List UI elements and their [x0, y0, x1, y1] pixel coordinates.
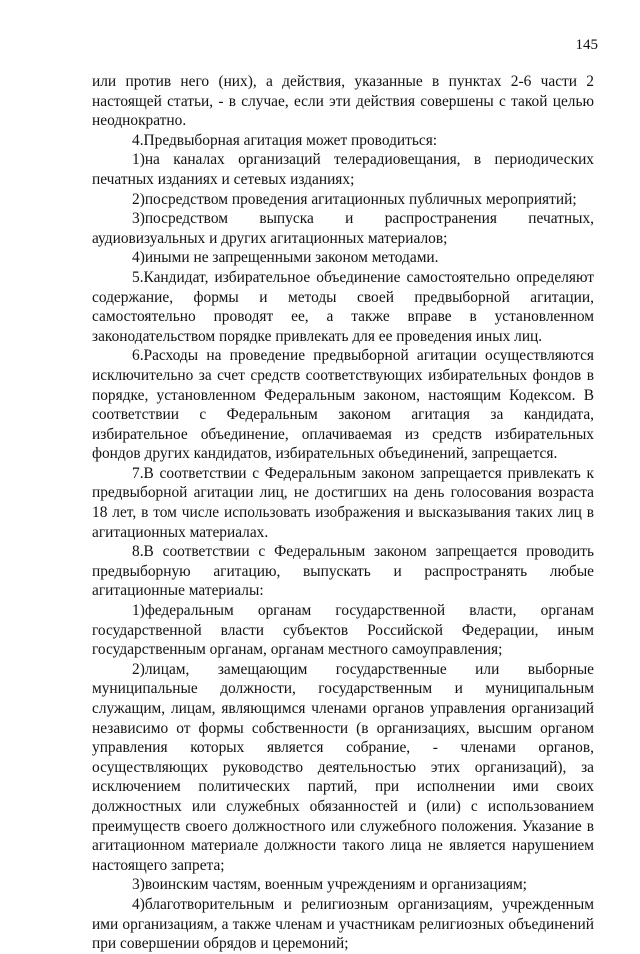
paragraph-item-5: 5.Кандидат, избирательное объединение самостоятельно определяют содержание, формы и методы своей предвыборной агитации, самостоятельно проводят ее, а также вправе в установленном законодательством порядке привлекать для ее проведения иных лиц.: [92, 268, 594, 345]
paragraph-subitem-4-2: 2)посредством проведения агитационных публичных мероприятий;: [132, 190, 577, 208]
paragraph-item-7: 7.В соответствии с Федеральным законом запрещается привлекать к предвыборной агитации лиц, не достигших на день голосования возраста 18 лет, в том числе использовать изображения и высказывания таких лиц в агитационных материалах.: [92, 464, 594, 541]
paragraph-continuation: или против него (них), а действия, указанные в пунктах 2-6 части 2 настоящей статьи, - в случае, если эти действия совершены с такой целью неоднократно.: [92, 73, 594, 130]
document-body: [92, 72, 594, 954]
paragraph-subitem-8-3: 3)воинским частям, военным учреждениям и организациям;: [132, 876, 527, 894]
paragraph-subitem-4-4: 4)иными не запрещенными законом методами.: [132, 249, 439, 267]
paragraph-subitem-8-1: 1)федеральным органам государственной власти, органам государственной власти субъектов Российской Федерации, иным государственным органам, органам местного самоуправления;: [92, 602, 594, 659]
page-number: 145: [575, 37, 598, 53]
paragraph-subitem-8-2: 2)лицам, замещающим государственные или выборные муниципальные должности, государственным и муниципальным служащим, лицам, являющимся членами органов управления организаций независимо от формы собственности (в организациях, высшим органом управления которых является собрание, - членами органов, осуществляющих руководство деятельностью этих организаций), за исключением политических партий, при исполнении ими своих должностных или служебных обязанностей и (или) с использованием преимуществ своего должностного или служебного положения. Указание в агитационном материале должности такого лица не является нарушением настоящего запрета;: [92, 660, 594, 874]
paragraph-item-6: 6.Расходы на проведение предвыборной агитации осуществляются исключительно за счет средств соответствующих избирательных фондов в порядке, установленном Федеральным законом, настоящим Кодексом. В соответствии с Федеральным законом агитация за кандидата, избирательное объединение, оплачиваемая из средств избирательных фондов других кандидатов, избирательных объединений, запрещается.: [92, 347, 594, 463]
paragraph-subitem-8-4: 4)благотворительным и религиозным организациям, учрежденным ими организациям, а также членам и участникам религиозных объединений при совершении обрядов и церемоний;: [92, 895, 594, 953]
paragraph-subitem-4-3: 3)посредством выпуска и распространения печатных, аудиовизуальных и других агитационных материалов;: [92, 210, 594, 247]
paragraph-item-4: 4.Предвыборная агитация может проводиться:: [132, 131, 438, 149]
paragraph-item-8: 8.В соответствии с Федеральным законом запрещается проводить предвыборную агитацию, выпускать и распространять любые агитационные материалы:: [92, 543, 594, 600]
paragraph-subitem-4-1: 1)на каналах организаций телерадиовещания, в периодических печатных изданиях и сетевых изданиях;: [92, 151, 594, 188]
